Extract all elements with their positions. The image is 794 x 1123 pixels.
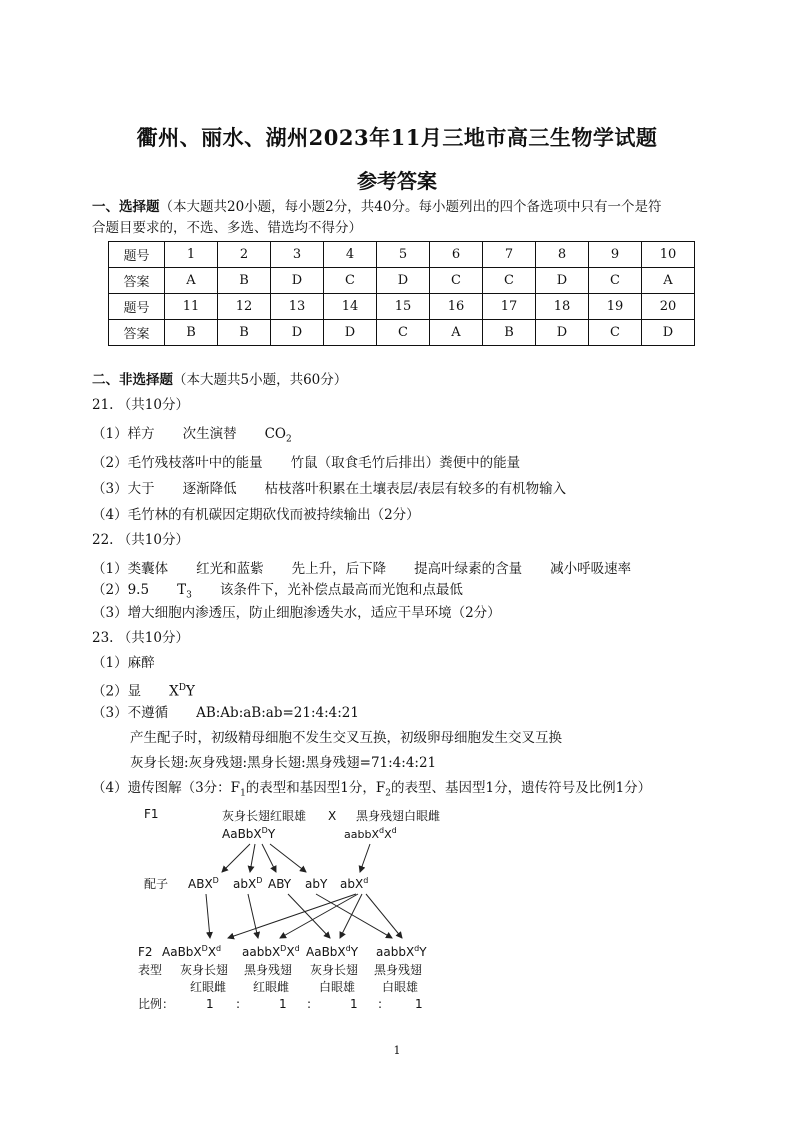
answer-text: 类囊体 [127,561,169,577]
answer-text: 提高叶绿素的含量 [414,561,523,577]
answer-text: 先上升，后下降 [291,561,387,577]
answer-text: 该条件下，光补偿点最高而光饱和点最低 [219,582,463,598]
line-number: （3） [92,605,128,621]
line-number: （3） [92,481,128,497]
table-cell: A [642,268,695,294]
table-cell: B [483,320,536,346]
section2-header [92,369,347,391]
q21-line2 [92,452,520,474]
answer-table [108,241,695,346]
subscript: 1 [240,788,246,799]
offspring-phenotype-1: 灰身长翅 [180,963,229,977]
table-cell: 19 [589,294,642,320]
line-number: （1） [92,426,128,442]
table-cell: 11 [165,294,218,320]
table-cell: 12 [218,294,271,320]
arrow-line [340,894,362,938]
ratio-separator: : [236,997,241,1011]
q23-line3-ratio: 灰身长翅:灰身残翅:黑身长翅:黑身残翅=71:4:4:21 [130,755,437,771]
table-cell: 15 [377,294,430,320]
arrow-line [222,844,250,872]
table-cell: D [536,320,589,346]
female-genotype: $aabbX^dX^d$ [344,826,397,841]
offspring-genotype-4: aabbX$^d$Y [376,944,427,959]
table-cell: D [536,268,589,294]
table-cell: 8 [536,242,589,268]
q21-title: 21. （共10分） [92,397,189,413]
q23-line3-explain: 产生配子时，初级精母细胞不发生交叉互换，初级卵母细胞发生交叉互换 [130,730,562,746]
answer-text: 减小呼吸速率 [550,561,632,577]
arrow-line [206,894,210,938]
answer-text: 逐渐降低 [182,481,237,497]
line-number: （3） [92,705,128,721]
ratio-value-2: 1 [279,997,287,1011]
table-cell: 16 [430,294,483,320]
answer-text: Y [185,683,195,700]
table-cell: 答案 [109,268,165,294]
gamete-label: 配子 [144,877,169,891]
page-number: 1 [393,1044,401,1057]
table-cell: 5 [377,242,430,268]
answer-text: 枯枝落叶积累在土壤表层/表层有较多的有机物输入 [264,481,567,497]
answer-text: AB:Ab:aB:ab=21:4:4:21 [196,705,359,721]
table-cell: 1 [165,242,218,268]
table-cell: C [324,268,377,294]
table-cell: 6 [430,242,483,268]
section2-heading: 二、非选择题 [92,372,173,388]
offspring-phenotype-3: 灰身长翅 [310,963,359,977]
answer-text: 大于 [127,481,155,497]
table-cell: 14 [324,294,377,320]
table-cell: 题号 [109,294,165,320]
offspring-genotype-1: $AaBbX^DX^d$ [162,944,222,959]
table-cell: B [165,320,218,346]
answer-text: 的表型、基因型1分，遗传符号及比例1分） [391,780,652,796]
table-cell: 4 [324,242,377,268]
table-cell: D [642,320,695,346]
line-number: （2） [92,582,128,598]
table-cell: B [218,268,271,294]
q21-line1 [92,423,292,451]
answer-text: T [177,582,187,598]
table-cell: A [165,268,218,294]
table-cell: C [377,320,430,346]
gamete-1: $ABX^D$ [188,876,219,891]
q23-line2 [92,677,195,703]
gamete-4: abY [305,877,328,891]
answer-text: 毛竹残枝落叶中的能量 [127,455,263,471]
answer-text: 麻醉 [127,655,155,671]
table-cell: D [271,320,324,346]
ratio-separator: : [378,997,383,1011]
table-row [109,268,695,294]
q23-title: 23. （共10分） [92,630,189,646]
genetic-cross-diagram [130,800,460,1015]
arrow-line [288,894,330,938]
table-cell: B [218,320,271,346]
arrow-line [316,894,392,938]
answer-text: 遗传图解（3分：F [127,780,241,796]
table-row [109,242,695,268]
offspring-genotype-3: AaBbX$^d$Y [306,944,359,959]
subscript: 2 [286,434,292,445]
table-cell: 2 [218,242,271,268]
answer-text: 不遵循 [127,705,169,721]
table-cell: 10 [642,242,695,268]
answer-text: 显 [127,683,142,700]
ratio-separator: : [307,997,312,1011]
q22-line3 [92,602,501,624]
ratio-value-1: 1 [206,997,214,1011]
ratio-label: 比例： [138,997,175,1011]
subscript: 2 [385,788,391,799]
table-cell: 题号 [109,242,165,268]
f2-label: F2 [138,945,153,959]
offspring-sex-3: 白眼雄 [319,980,356,994]
arrow-line [262,844,276,872]
arrow-line [360,844,370,872]
table-cell: D [324,320,377,346]
answer-text: 样方 [127,426,155,442]
f1-label: F1 [144,807,159,821]
section1-desc-line2: 合题目要求的，不选、多选、错选均不得分） [92,220,362,236]
section1-desc-line1: （本大题共20小题，每小题2分，共40分。每小题列出的四个备选项中只有一个是符 [159,199,662,215]
offspring-phenotype-4: 黑身残翅 [374,963,423,977]
q22-title: 22. （共10分） [92,532,189,548]
superscript: D [178,683,186,693]
ratio-value-3: 1 [350,997,358,1011]
table-cell: D [271,268,324,294]
table-cell: 20 [642,294,695,320]
gamete-5: abX$^d$ [340,876,369,891]
table-cell: 13 [271,294,324,320]
table-cell: 18 [536,294,589,320]
line-number: （2） [92,683,128,700]
male-phenotype: 灰身长翅红眼雄 [222,809,307,823]
page-title: 衢州、丽水、湖州2023年11月三地市高三生物学试题 [136,125,658,150]
line-number: （2） [92,455,128,471]
section1-header [92,196,661,218]
q21-line3 [92,478,566,500]
answer-text: X [169,683,179,700]
section2-desc: （本大题共5小题，共60分） [173,372,348,388]
q23-line1 [92,652,155,674]
table-cell: C [430,268,483,294]
answer-text: 竹鼠（取食毛竹后排出）粪便中的能量 [290,455,521,471]
offspring-phenotype-2: 黑身残翅 [244,963,293,977]
q23-line3 [92,702,359,724]
line-number: （1） [92,655,128,671]
answer-text: 次生演替 [182,426,237,442]
arrow-line [270,844,306,872]
offspring-sex-2: 红眼雌 [253,980,290,994]
table-cell: 9 [589,242,642,268]
table-row [109,294,695,320]
phenotype-label: 表型 [138,963,163,977]
q22-line1 [92,558,631,580]
subscript: 3 [186,590,192,601]
male-genotype: AaBbX$^D$Y [222,826,276,841]
table-cell: C [589,268,642,294]
offspring-sex-1: 红眼雌 [190,980,227,994]
answer-text: 增大细胞内渗透压，防止细胞渗透失水，适应干旱环境（2分） [127,605,501,621]
answer-text: 红光和蓝紫 [196,561,264,577]
answer-text: 9.5 [127,582,150,598]
ratio-value-4: 1 [415,997,423,1011]
q21-line4 [92,504,420,526]
table-cell: C [483,268,536,294]
offspring-genotype-2: $aabbX^DX^d$ [242,944,300,959]
table-cell: 17 [483,294,536,320]
table-row [109,320,695,346]
page-subtitle: 参考答案 [357,169,437,193]
gamete-2: abX$^D$ [233,876,263,891]
answer-text: 的表型和基因型1分，F [245,780,386,796]
line-number: （4） [92,507,128,523]
arrow-line [366,894,402,938]
table-cell: 3 [271,242,324,268]
line-number: （1） [92,561,128,577]
answer-text: 毛竹林的有机碳因定期砍伐而被持续输出（2分） [127,507,420,523]
arrow-line [250,844,255,872]
line-number: （4） [92,780,128,796]
arrow-line [248,894,258,938]
table-cell: D [377,268,430,294]
table-cell: A [430,320,483,346]
answer-text: CO [264,426,286,442]
cross-symbol: X [328,809,337,823]
table-cell: 答案 [109,320,165,346]
offspring-sex-4: 白眼雄 [382,980,419,994]
section1-heading: 一、选择题 [92,199,160,215]
gamete-3: ABY [268,877,292,891]
female-phenotype: 黑身残翅白眼雌 [356,809,441,823]
table-cell: 7 [483,242,536,268]
table-cell: C [589,320,642,346]
